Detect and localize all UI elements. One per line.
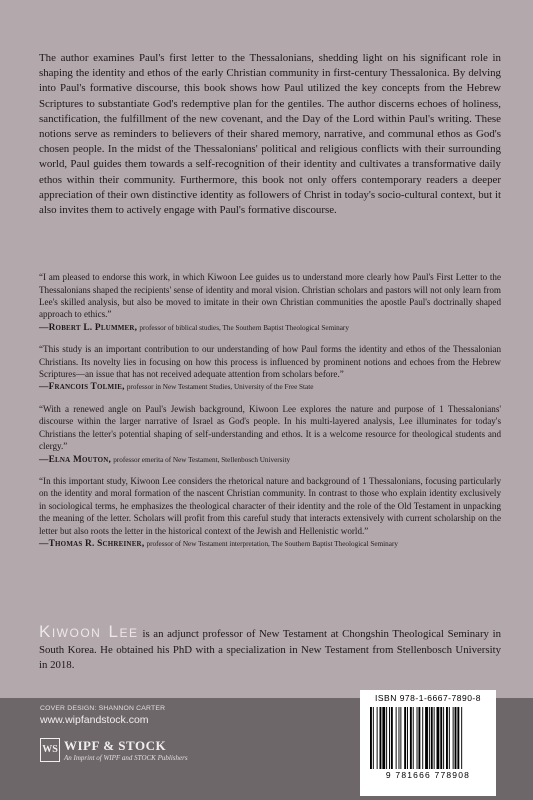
- publisher-imprint: An Imprint of WIPF and STOCK Publishers: [64, 754, 188, 762]
- endorser-name: —Francois Tolmie,: [39, 382, 125, 393]
- barcode-bar: [382, 707, 385, 769]
- endorser-affiliation: professor of biblical studies, The Southern Baptist Theological Seminary: [139, 323, 349, 332]
- barcode-bar: [377, 707, 378, 769]
- barcode-bar: [380, 707, 382, 769]
- barcode-bar: [425, 707, 428, 769]
- endorsement-attribution: [39, 380, 501, 393]
- barcode-bar: [418, 707, 420, 769]
- book-description: The author examines Paul's first letter to the Thessalonians, shedding light on his significant role in shaping the identity and ethos of the early Christian community in first-century Thessalonica. By delving into Paul's formative discourse, this book shows how Paul utilized the key concepts from the Hebrew Scriptures to substantiate God's redemptive plan for the gentiles. The author discerns echoes of holiness, sanctification, the fulfillment of the new covenant, and the Day of the Lord within Paul's writing. These notions serve as reminders to believers of their shared memory, narrative, and communal ethos as God's chosen people. In the midst of the Thessalonians' political and religious conflicts with their surrounding world, Paul guides them towards a self-recognition of their identity and cultivates a transformative daily ethos within their community. Furthermore, this book not only offers contemporary readers a deeper appreciation of their own distinctive identity as followers of Christ in today's socio-cultural context, but it also invites them to actively engage with Paul's formative discourse.: [39, 51, 501, 216]
- barcode-bar: [431, 707, 433, 769]
- barcode-bar: [396, 707, 397, 769]
- barcode-bar: [389, 707, 390, 769]
- endorsement-3: [39, 403, 501, 466]
- barcode-bar: [455, 707, 457, 769]
- endorsement-quote: “With a renewed angle on Paul's Jewish background, Kiwoon Lee explores the nature and purpose of 1 Thessalonians' discourse within the larger narrative of Israel as God's people. In his multi-layered analysis, Lee illuminates for today's Christians the letter's potential shaping of self-understanding and ethos. It is a welcome resource for theological students and clergy.”: [39, 403, 501, 452]
- endorsement-attribution: [39, 321, 501, 334]
- isbn-number: ISBN 978-1-6667-7890-8: [375, 693, 481, 703]
- endorsement-quote: “I am pleased to endorse this work, in which Kiwoon Lee guides us to understand more clearly how Paul's First Letter to the Thessalonians shaped the recipients' sense of identity and moral vision. Christian scholars and pastors will not only learn from Lee's skilled analysis, but also be moved to imitate in their own Christian communities the apostle Paul's doctrinally shaped approach to ethics.”: [39, 272, 501, 320]
- barcode-bar: [453, 707, 454, 769]
- publisher-logo-icon: WS: [40, 738, 60, 762]
- publisher-name: WIPF & STOCK: [64, 738, 167, 753]
- endorsement-quote: “In this important study, Kiwoon Lee considers the rhetorical nature and background of 1 Thessalonians, focusing particularly on the identity and moral formation of the nascent Christian community. In contrast to those who explain identity exclusively in sociological terms, he emphasizes the theological character of their identity and the role of the Old Testament in unpacking the meaning of the letter. Scholars will profit from this careful study that interacts extensively with current scholarship on the letter but also roots the letter in the historical context of the Jewish and Hellenistic world.”: [39, 476, 501, 536]
- barcode-bar: [407, 707, 408, 769]
- barcode-bar: [429, 707, 430, 769]
- endorsement-attribution: [39, 453, 501, 466]
- endorser-affiliation: professor in New Testament Studies, University of the Free State: [126, 383, 314, 392]
- isbn-barcode: [360, 690, 496, 796]
- barcode-bar: [461, 707, 462, 769]
- endorsements: [39, 262, 501, 558]
- barcode-icon: [370, 707, 486, 769]
- barcode-bar: [373, 707, 374, 769]
- endorser-affiliation: professor emerita of New Testament, Stellenbosch University: [113, 455, 291, 464]
- endorsement-4: [39, 475, 501, 550]
- cover-design-credit: COVER DESIGN: SHANNON CARTER: [40, 705, 166, 712]
- endorser-name: —Thomas R. Schreiner,: [39, 539, 145, 550]
- barcode-bar: [434, 707, 435, 769]
- endorser-affiliation: professor of New Testament interpretation, The Southern Baptist Theological Seminary: [146, 540, 398, 549]
- barcode-bar: [370, 707, 372, 769]
- barcode-bar: [446, 707, 448, 769]
- barcode-bar: [457, 707, 459, 769]
- barcode-bar: [386, 707, 387, 769]
- barcode-bar: [440, 707, 442, 769]
- endorser-name: —Elna Mouton,: [39, 454, 112, 465]
- barcode-bar: [391, 707, 393, 769]
- endorsement-1: [39, 271, 501, 334]
- barcode-bar: [400, 707, 401, 769]
- endorsement-attribution: [39, 537, 501, 550]
- publisher-url[interactable]: www.wipfandstock.com: [40, 714, 149, 726]
- barcode-bar: [399, 707, 400, 769]
- endorsement-2: [39, 343, 501, 394]
- barcode-bar: [449, 707, 450, 769]
- barcode-bar: [422, 707, 423, 769]
- barcode-bar: [443, 707, 444, 769]
- barcode-bar: [413, 707, 414, 769]
- endorser-name: —Robert L. Plummer,: [39, 322, 138, 333]
- barcode-bar: [404, 707, 406, 769]
- barcode-bar: [417, 707, 418, 769]
- endorsement-quote: “This study is an important contribution to our understanding of how Paul forms the identity and ethos of the Thessalonian Christians. Its novelty lies in focusing on how this process is influenced by prominent notions and echoes from the Hebrew Scriptures—an issue that has not received adequate attention from scholars before.”: [39, 344, 501, 380]
- author-bio: [39, 621, 501, 674]
- barcode-bar: [410, 707, 412, 769]
- barcode-bar: [437, 707, 440, 769]
- author-bio-text: is an adjunct professor of New Testament at Chongshin Theological Seminary in South Korea. He obtained his PhD with a specialization in New Testament from Stellenbosch University in 2018.: [39, 627, 501, 672]
- author-name: Kiwoon Lee: [39, 621, 139, 641]
- barcode-digits: 9 781666 778908: [385, 770, 471, 780]
